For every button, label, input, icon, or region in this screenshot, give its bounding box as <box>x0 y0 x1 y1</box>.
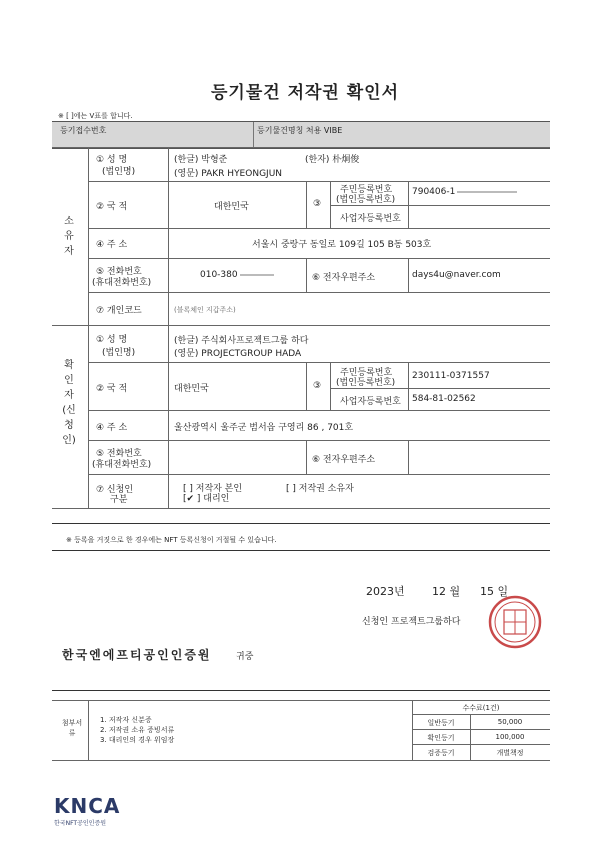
owner-name-kor: (한글) 박형준 <box>174 155 228 165</box>
applicant-type-sub: 구분 <box>110 495 128 505</box>
knca-logo: KNCA <box>54 794 121 818</box>
attachment-item-2: 2. 저작권 소유 증빙서류 <box>100 726 175 734</box>
receipt-no-label: 등기접수번호 <box>60 126 107 135</box>
top-note: ※ [ ]에는 V표를 합니다. <box>58 112 133 120</box>
header-bar <box>52 121 550 149</box>
date-day: 15 일 <box>480 585 509 598</box>
fee-label-verify: 검증등기 <box>427 749 455 757</box>
fees-title: 수수료(1건) <box>462 704 500 712</box>
option-author-self[interactable]: [ ] 저작자 본인 <box>183 484 243 494</box>
knca-logo-sub: 한국NFT공인인증원 <box>54 820 107 827</box>
applicant-biz-no: 584-81-02562 <box>412 394 476 404</box>
owner-nation: 대한민국 <box>214 202 249 212</box>
document-title: 등기물건 저작권 확인서 <box>210 83 400 103</box>
owner-resident-label: 주민등록번호 <box>340 185 393 195</box>
owner-email-label: ⑥ 전자우편주소 <box>312 273 376 283</box>
applicant-phone-label: ⑤ 전화번호 <box>96 449 142 459</box>
owner-code-hint: (블록체인 지갑주소) <box>174 306 236 314</box>
fee-value-general: 50,000 <box>497 718 523 726</box>
option-copyright-owner[interactable]: [ ] 저작권 소유자 <box>286 484 354 494</box>
owner-phone-label: ⑤ 전화번호 <box>96 267 142 277</box>
applicant-name-label: ① 성 명 <box>96 335 128 345</box>
applicant-nation: 대한민국 <box>174 384 209 394</box>
attachments-label: 첨부서류 <box>61 719 83 737</box>
applicant-address-label: ④ 주 소 <box>96 423 128 433</box>
applicant-section-label: 확인자(신청인) <box>62 360 76 446</box>
owner-phone: 010-380 <box>200 270 274 280</box>
attachment-item-3: 3. 대리인의 경우 위임장 <box>100 736 175 744</box>
applicant-resident-label: 주민등록번호 <box>340 368 393 378</box>
owner-address: 서울시 중랑구 동일로 109길 105 B동 503호 <box>252 240 432 250</box>
recipient-org: 한국엔에프티공인인증원 <box>62 648 212 662</box>
owner-name-eng: (영문) PAKR HYEONGJUN <box>174 169 283 179</box>
fee-label-confirm: 확인등기 <box>427 734 455 742</box>
owner-email: days4u@naver.com <box>412 270 501 280</box>
fee-label-general: 일반등기 <box>427 719 455 727</box>
owner-name-sub: (법인명) <box>102 167 136 177</box>
applicant-id-marker: ③ <box>313 381 322 391</box>
owner-resident-sub: (법인등록번호) <box>336 195 396 205</box>
date-month: 12 월 <box>432 585 461 598</box>
owner-name-hanja: (한자) 朴炯俊 <box>305 155 360 165</box>
asset-name: 등기물건명칭 처용 VIBE <box>257 126 343 135</box>
applicant-name-eng: (영문) PROJECTGROUP HADA <box>174 349 302 359</box>
owner-name-label: ① 성 명 <box>96 155 128 165</box>
option-agent[interactable]: [✔ ] 대리인 <box>183 494 230 504</box>
applicant-resident-no: 230111-0371557 <box>412 371 490 381</box>
attachment-item-1: 1. 저작자 신분증 <box>100 716 152 724</box>
owner-phone-sub: (휴대전화번호) <box>92 278 152 288</box>
applicant-nation-label: ② 국 적 <box>96 384 128 394</box>
applicant-name-kor: (한글) 주식회사프로젝트그룹 하다 <box>174 336 309 346</box>
owner-nation-label: ② 국 적 <box>96 202 128 212</box>
owner-biz-label: 사업자등록번호 <box>340 214 401 224</box>
applicant-resident-sub: (법인등록번호) <box>336 378 396 388</box>
date-year: 2023년 <box>366 585 405 598</box>
applicant-email-label: ⑥ 전자우편주소 <box>312 455 376 465</box>
fee-value-confirm: 100,000 <box>495 733 525 741</box>
applicant-name-sub: (법인명) <box>102 348 136 358</box>
applicant-address: 울산광역시 울주군 범서읍 구영리 86 , 701호 <box>174 423 354 433</box>
applicant-phone-sub: (휴대전화번호) <box>92 460 152 470</box>
owner-address-label: ④ 주 소 <box>96 240 128 250</box>
owner-section-label: 소유자 <box>64 216 74 257</box>
warning-note: ※ 등록을 거짓으로 한 경우에는 NFT 등록신청이 거절될 수 있습니다. <box>66 536 277 544</box>
owner-id-marker: ③ <box>313 199 322 209</box>
applicant-signature: 신청인 프로젝트그룹하다 <box>362 617 461 627</box>
owner-resident-no: 790406-1 <box>412 187 517 197</box>
owner-code-label: ⑦ 개인코드 <box>96 306 142 316</box>
company-seal-icon <box>488 595 542 649</box>
applicant-biz-label: 사업자등록번호 <box>340 397 401 407</box>
fee-value-verify: 개별책정 <box>496 749 524 757</box>
recipient-suffix: 귀중 <box>236 652 254 662</box>
applicant-type-label: ⑦ 신청인 <box>96 485 134 495</box>
